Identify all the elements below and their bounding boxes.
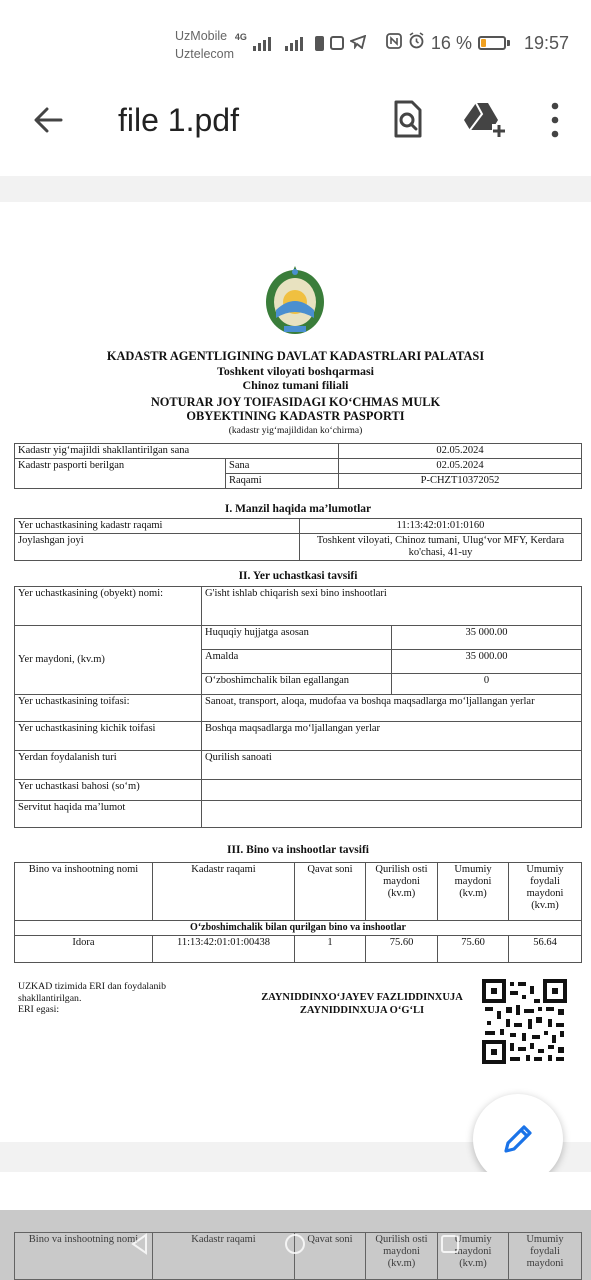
alarm-icon (408, 32, 425, 54)
carrier-2: Uztelecom (175, 47, 235, 61)
drive-add-icon (462, 98, 508, 142)
table-row (15, 921, 582, 936)
column-header: Kadastr raqami (153, 863, 295, 921)
table-cell: 35 000.00 (392, 650, 582, 674)
table-cell: Yerdan foydalanish turi (15, 751, 202, 780)
eri-owner (232, 992, 492, 1017)
eri-owner-label: ERI egasi: (18, 1004, 60, 1015)
column-header: Qavat soni (295, 863, 366, 921)
battery-icon (478, 36, 510, 50)
table-cell: Yer uchastkasi bahosi (so‘m) (15, 780, 202, 801)
table-cell: G'isht ishlab chiqarish sexi bino inshootlari (202, 587, 582, 626)
more-vert-icon (540, 98, 570, 142)
search-document-icon (386, 98, 430, 142)
signal-2-icon (285, 35, 303, 51)
table-cell: 02.05.2024 (339, 444, 582, 459)
table-cell: Yer uchastkasining kichik toifasi (15, 722, 202, 751)
column-header: Umumiy foydali maydoni (509, 1233, 582, 1280)
carrier-1: UzMobile (175, 29, 228, 43)
table-cell: O‘zboshimchalik bilan egallangan (202, 674, 392, 695)
table-cell: 56.64 (509, 936, 582, 963)
table-row (15, 780, 582, 801)
section-2-title: II. Yer uchastkasi tavsifi (238, 570, 358, 582)
table-cell (202, 780, 582, 801)
qr-code-icon (482, 979, 567, 1064)
nfc-icon (386, 33, 402, 54)
table-cell: 75.60 (366, 936, 438, 963)
owner-name-2: ZAYNIDDINXUJA O‘G‘LI (299, 1004, 425, 1016)
table-cell: Joylashgan joyi (15, 534, 300, 561)
sim-alert-icon (315, 36, 324, 51)
table-cell: Raqami (226, 474, 339, 489)
nav-home-button[interactable] (283, 1232, 307, 1256)
table-cell: 35 000.00 (392, 626, 582, 650)
column-header: Kadastr raqami (153, 1233, 295, 1280)
nav-back-button[interactable] (128, 1232, 152, 1256)
telegram-icon (350, 33, 366, 54)
land-description-table (14, 586, 582, 828)
pencil-icon (501, 1122, 535, 1156)
triangle-back-icon (128, 1232, 152, 1256)
table-row (15, 459, 582, 474)
column-header: Umumiy maydoni (kv.m) (438, 863, 509, 921)
search-in-document-button[interactable] (386, 98, 430, 142)
table-cell: 11:13:42:01:01:0160 (300, 519, 582, 534)
owner-name-1: ZAYNIDDINXO‘JAYEV FAZLIDDINXUJA (261, 992, 463, 1003)
agency-name: KADASTR AGENTLIGINING DAVLAT KADASTRLARI PALATASI (106, 349, 485, 363)
carrier-info (175, 27, 234, 63)
table-cell: P-CHZT10372052 (339, 474, 582, 489)
table-row (15, 444, 582, 459)
buildings-table (14, 862, 582, 963)
square-recents-icon (438, 1232, 462, 1256)
eri-text (18, 981, 198, 1016)
battery-text: 16 % (430, 32, 472, 53)
emblem-icon (262, 262, 328, 337)
branch-name: Chinoz tumani filiali (242, 378, 349, 392)
table-cell: Boshqa maqsadlarga mo‘ljallangan yerlar (202, 722, 582, 751)
file-title: file 1.pdf (118, 102, 239, 138)
eri-description: UZKAD tizimida ERI dan foydalanib shakllantirilgan. (18, 981, 167, 1004)
doc-title-2: OBYEKTINING KADASTR PASPORTI (186, 409, 405, 423)
table-cell: Yer maydoni, (kv.m) (15, 626, 202, 695)
table-row (15, 587, 582, 626)
column-header: Qavat soni (295, 1233, 366, 1280)
signal-icon (253, 35, 271, 51)
edit-fab-button[interactable] (473, 1094, 563, 1184)
table-row (15, 936, 582, 963)
table-header-row (15, 863, 582, 921)
table-cell: 1 (295, 936, 366, 963)
table-cell: Idora (15, 936, 153, 963)
table-row (15, 695, 582, 722)
table-cell: Yer uchastkasining kadastr raqami (15, 519, 300, 534)
table-cell: Kadastr pasporti berilgan (15, 459, 226, 489)
doc-note: (kadastr yig‘majildidan ko‘chirma) (228, 425, 363, 436)
table-cell: Qurilish sanoati (202, 751, 582, 780)
region-name: Toshkent viloyati boshqarmasi (217, 363, 374, 378)
table-cell: 11:13:42:01:01:00438 (153, 936, 295, 963)
status-bar (0, 0, 591, 80)
column-header: Umumiy maydoni (kv.m) (438, 1233, 509, 1280)
table-row (15, 801, 582, 828)
table-row (15, 519, 582, 534)
table-cell: 02.05.2024 (339, 459, 582, 474)
table-subheader: O‘zboshimchalik bilan qurilgan bino va inshootlar (15, 921, 582, 936)
table-cell: 0 (392, 674, 582, 695)
table-cell: Yer uchastkasining toifasi: (15, 695, 202, 722)
table-row (15, 751, 582, 780)
table-cell: Sana (226, 459, 339, 474)
table-cell: Kadastr yig‘majildi shakllantirilgan sana (15, 444, 339, 459)
table-row (15, 722, 582, 751)
passport-info-table (14, 443, 582, 489)
pdf-page-1 (0, 202, 591, 1142)
add-to-drive-button[interactable] (462, 98, 508, 142)
nav-recents-button[interactable] (438, 1232, 462, 1256)
more-options-button[interactable] (540, 98, 570, 142)
doc-title-1: NOTURAR JOY TOIFASIDAGI KO‘CHMAS MULK (150, 394, 441, 409)
back-arrow-icon (33, 106, 63, 134)
column-header: Bino va inshootning nomi (15, 863, 153, 921)
table-cell: Sanoat, transport, aloqa, mudofaa va boshqa maqsadlarga mo‘ljallangan yerlar (202, 695, 582, 722)
column-header: Qurilish osti maydoni (kv.m) (366, 1233, 438, 1280)
column-header: Qurilish osti maydoni (kv.m) (366, 863, 438, 921)
table-row (15, 534, 582, 561)
table-cell: Servitut haqida ma’lumot (15, 801, 202, 828)
table-cell: Amalda (202, 650, 392, 674)
table-cell: Toshkent viloyati, Chinoz tumani, Ulug‘vor MFY, Kerdara ko'chasi, 41-uy (300, 534, 582, 561)
clock: 19:57 (523, 32, 569, 53)
address-table (14, 518, 582, 561)
back-button[interactable] (28, 100, 68, 140)
table-cell: Yer uchastkasining (obyekt) nomi: (15, 587, 202, 626)
network-type: 4G (234, 32, 247, 42)
table-row (15, 626, 582, 650)
calendar-icon (330, 36, 344, 50)
column-header: Bino va inshootning nomi (15, 1233, 153, 1280)
section-1-title: I. Manzil haqida ma’lumotlar (224, 503, 372, 515)
section-3-title: III. Bino va inshootlar tavsifi (227, 844, 369, 856)
table-cell: 75.60 (438, 936, 509, 963)
table-cell (202, 801, 582, 828)
circle-home-icon (283, 1232, 307, 1256)
app-bar (0, 80, 591, 176)
table-cell: Huquqiy hujjatga asosan (202, 626, 392, 650)
column-header: Umumiy foydali maydoni (kv.m) (509, 863, 582, 921)
status-icons (235, 32, 569, 54)
